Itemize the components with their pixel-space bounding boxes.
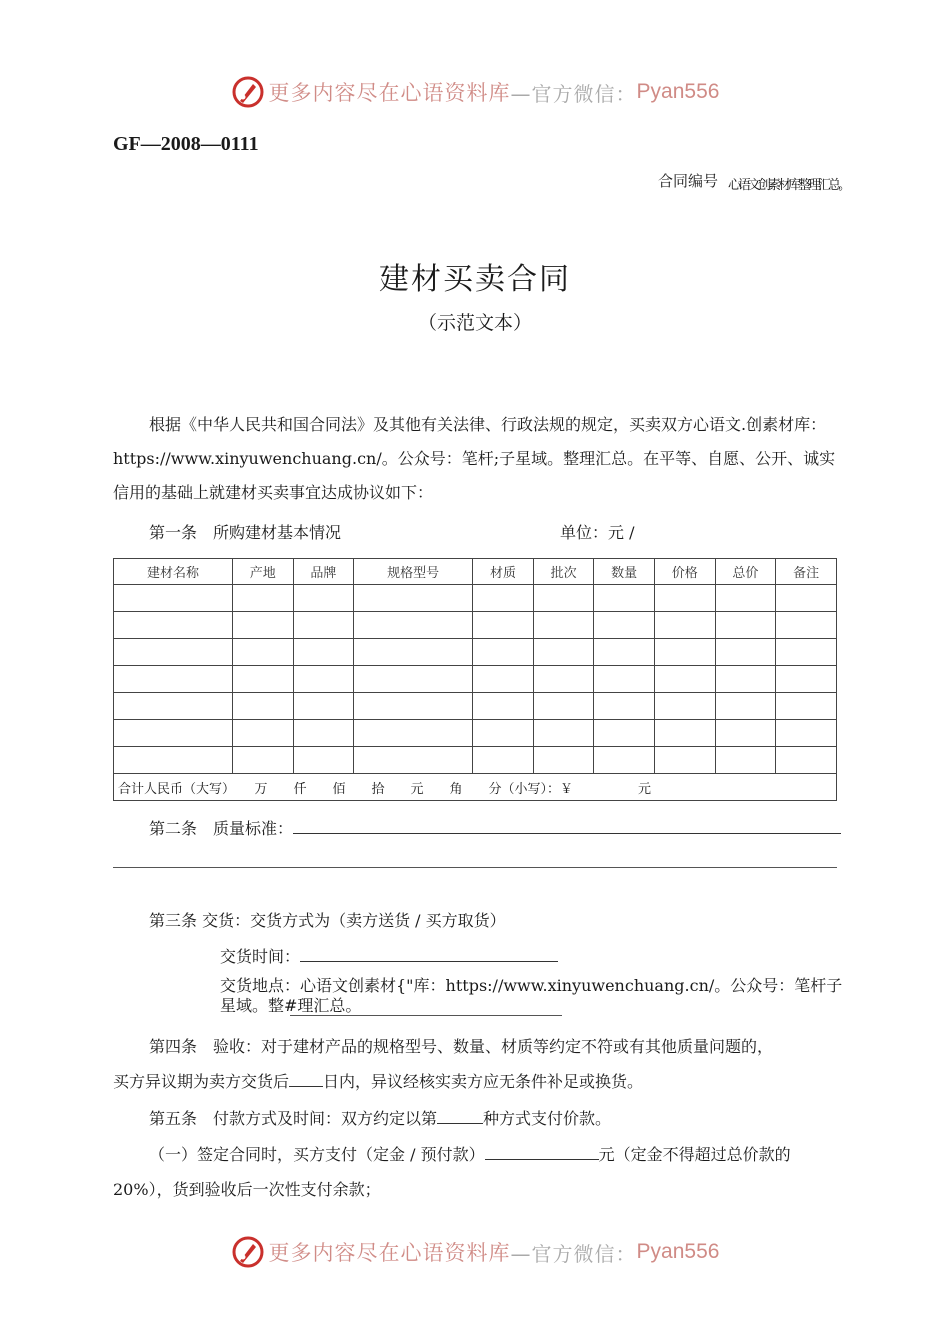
table-cell[interactable] [776, 612, 837, 639]
clause-1-line-1 [149, 1142, 791, 1165]
table-cell[interactable] [114, 666, 233, 693]
banner-wechat-id: Pyan556 [636, 1240, 720, 1263]
delivery-place-blank[interactable] [290, 1015, 562, 1016]
table-cell[interactable] [473, 693, 534, 720]
table-row [114, 720, 837, 747]
table-row [114, 693, 837, 720]
table-cell[interactable] [533, 639, 594, 666]
table-cell[interactable] [232, 585, 293, 612]
table-cell[interactable] [533, 693, 594, 720]
banner-sub-text: —官方微信： [510, 1241, 637, 1266]
watermark-banner-bottom [0, 1232, 950, 1272]
table-cell[interactable] [654, 720, 715, 747]
table-cell[interactable] [533, 666, 594, 693]
table-cell[interactable] [776, 666, 837, 693]
table-cell[interactable] [293, 639, 354, 666]
table-cell[interactable] [114, 639, 233, 666]
table-cell[interactable] [776, 693, 837, 720]
table-cell[interactable] [232, 639, 293, 666]
table-cell[interactable] [354, 639, 473, 666]
table-row [114, 612, 837, 639]
table-cell[interactable] [594, 693, 655, 720]
table-cell[interactable] [473, 747, 534, 774]
article-4-line-1: 第四条 验收：对于建材产品的规格型号、数量、材质等约定不符或有其他质量问题的， [149, 1037, 774, 1056]
watermark-banner-top [0, 72, 950, 112]
table-cell[interactable] [293, 747, 354, 774]
table-cell[interactable] [715, 585, 776, 612]
table-cell[interactable] [715, 693, 776, 720]
table-cell[interactable] [715, 747, 776, 774]
table-cell[interactable] [776, 585, 837, 612]
table-header-cell: 总价 [715, 559, 776, 585]
table-total-row [114, 774, 837, 801]
contract-number [658, 170, 849, 193]
table-cell[interactable] [293, 666, 354, 693]
table-cell[interactable] [715, 666, 776, 693]
table-cell[interactable] [232, 747, 293, 774]
table-cell[interactable] [114, 720, 233, 747]
table-cell[interactable] [293, 693, 354, 720]
deposit-amount-blank[interactable] [485, 1143, 599, 1160]
clause-1-line-2: 20%），货到验收后一次性支付余款； [113, 1180, 381, 1199]
table-cell[interactable] [594, 612, 655, 639]
table-cell[interactable] [232, 693, 293, 720]
table-header-cell: 备注 [776, 559, 837, 585]
table-cell[interactable] [232, 666, 293, 693]
table-cell[interactable] [354, 666, 473, 693]
table-cell[interactable] [232, 720, 293, 747]
table-cell[interactable] [715, 639, 776, 666]
standard-code: GF—2008—0111 [113, 133, 259, 155]
quality-standard-blank[interactable] [293, 817, 841, 834]
table-cell[interactable] [114, 585, 233, 612]
table-cell[interactable] [473, 666, 534, 693]
table-cell[interactable] [533, 612, 594, 639]
delivery-time-label: 交货时间： [220, 947, 301, 966]
table-cell[interactable] [594, 639, 655, 666]
banner-sub-text: —官方微信： [510, 81, 637, 106]
article-1-unit: 单位：元 / [560, 523, 635, 542]
article-2-label: 第二条 质量标准： [149, 819, 294, 838]
clause-1-text-b: 元（定金不得超过总价款的 [598, 1145, 791, 1164]
table-cell[interactable] [533, 720, 594, 747]
article-5-text-b: 种方式支付价款。 [483, 1109, 612, 1128]
table-header-cell: 建材名称 [114, 559, 233, 585]
table-header-cell: 数量 [594, 559, 655, 585]
article-4-text-a: 买方异议期为卖方交货后 [113, 1072, 290, 1091]
article-3-heading: 第三条 交货：交货方式为（卖方送货 / 买方取货） [149, 911, 506, 930]
table-cell[interactable] [594, 720, 655, 747]
table-cell[interactable] [114, 747, 233, 774]
article-4-line-2 [113, 1069, 643, 1092]
table-header-cell: 价格 [654, 559, 715, 585]
table-cell[interactable] [354, 585, 473, 612]
intro-paragraph: 根据《中华人民共和国合同法》及其他有关法律、行政法规的规定，买卖双方心语文.创素材库：https://www.xinyuwenchuang.cn/。公众号：笔杆;子星域。整理汇总。在平等、自愿、公开、诚实信用的基础上就建材买卖事宜达成协议如下： [113, 415, 836, 502]
contract-number-label: 合同编号 [658, 172, 719, 190]
table-header-cell: 规格型号 [354, 559, 473, 585]
article-4-text-b: 日内，异议经核实卖方应无条件补足或换货。 [323, 1072, 644, 1091]
table-cell[interactable] [654, 612, 715, 639]
table-cell[interactable] [354, 747, 473, 774]
article-2 [149, 816, 841, 839]
table-row [114, 666, 837, 693]
table-header-cell: 品牌 [293, 559, 354, 585]
document-subtitle: （示范文本） [417, 312, 532, 334]
table-cell[interactable] [293, 612, 354, 639]
table-cell[interactable] [715, 720, 776, 747]
table-cell[interactable] [473, 720, 534, 747]
table-cell[interactable] [354, 612, 473, 639]
table-cell[interactable] [473, 612, 534, 639]
banner-main-text: 更多内容尽在心语资料库 [268, 81, 511, 105]
pen-logo-icon [231, 75, 265, 109]
table-cell[interactable] [594, 747, 655, 774]
table-cell[interactable] [293, 720, 354, 747]
table-cell[interactable] [715, 612, 776, 639]
payment-method-blank[interactable] [437, 1107, 483, 1124]
table-cell[interactable] [473, 639, 534, 666]
pen-logo-icon [231, 1235, 265, 1269]
total-amount-cell[interactable]: 合计人民币（大写） 万 仟 佰 拾 元 角 分（小写）：￥ 元 [114, 774, 837, 801]
table-header-cell: 材质 [473, 559, 534, 585]
table-cell[interactable] [293, 585, 354, 612]
table-cell[interactable] [114, 612, 233, 639]
delivery-place [220, 976, 852, 1016]
table-cell[interactable] [354, 720, 473, 747]
contract-number-overlay: 心语文创素材库整理汇总。 [728, 178, 849, 193]
table-cell[interactable] [654, 639, 715, 666]
table-cell[interactable] [473, 585, 534, 612]
table-row [114, 585, 837, 612]
delivery-time [220, 943, 558, 967]
table-cell[interactable] [654, 693, 715, 720]
table-cell[interactable] [594, 585, 655, 612]
table-cell[interactable] [232, 612, 293, 639]
table-cell[interactable] [776, 747, 837, 774]
table-header-cell: 产地 [232, 559, 293, 585]
quality-standard-blank-line[interactable] [113, 867, 837, 868]
table-header-row [114, 559, 837, 585]
article-1-heading: 第一条 所购建材基本情况 [149, 523, 342, 542]
table-header-cell: 批次 [533, 559, 594, 585]
banner-main-text: 更多内容尽在心语资料库 [268, 1241, 511, 1265]
delivery-time-blank[interactable] [300, 943, 558, 962]
objection-days-blank[interactable] [289, 1070, 323, 1087]
table-cell[interactable] [776, 639, 837, 666]
table-cell[interactable] [533, 747, 594, 774]
article-5-text-a: 第五条 付款方式及时间：双方约定以第 [149, 1109, 438, 1128]
table-cell[interactable] [594, 666, 655, 693]
table-cell[interactable] [654, 666, 715, 693]
table-cell[interactable] [354, 693, 473, 720]
table-cell[interactable] [114, 693, 233, 720]
table-cell[interactable] [776, 720, 837, 747]
table-row [114, 747, 837, 774]
article-5 [149, 1106, 611, 1129]
delivery-place-text: 交货地点：心语文创素材{"库：https://www.xinyuwenchuang.cn/。公众号：笔杆子星域。整#理汇总。 [220, 976, 843, 1015]
document-title: 建材买卖合同 [379, 262, 571, 297]
table-cell[interactable] [654, 747, 715, 774]
clause-1-text-a: （一）签定合同时，买方支付（定金 / 预付款） [149, 1145, 485, 1164]
table-row [114, 639, 837, 666]
goods-table [113, 558, 837, 801]
banner-wechat-id: Pyan556 [636, 80, 720, 103]
table-cell[interactable] [654, 585, 715, 612]
table-cell[interactable] [533, 585, 594, 612]
